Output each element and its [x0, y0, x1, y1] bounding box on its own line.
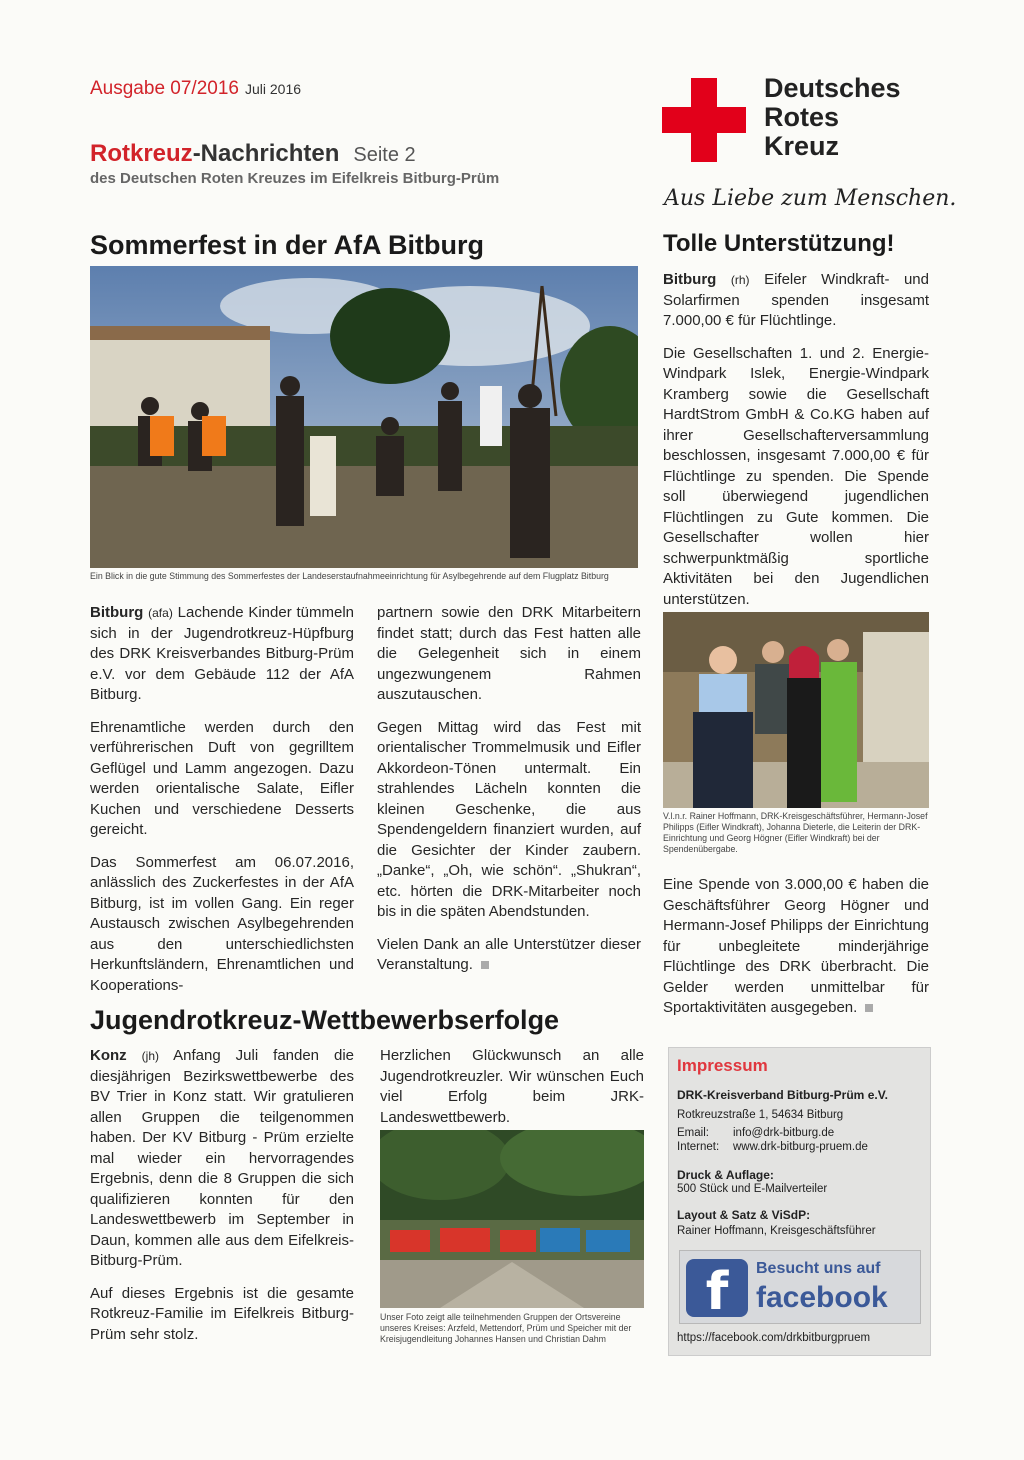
end-square-icon	[481, 961, 489, 969]
sommerfest-paragraph-4: partnern sowie den DRK Mitarbeitern findet statt; durch das Fest hatten alle die Gelegenheit sich in einem ungezwungenem Rahmen auszutauschen.	[377, 604, 641, 703]
tolle-author: (rh)	[730, 273, 750, 287]
tolle-dateline: Bitburg	[663, 271, 717, 288]
facebook-line-1: Besucht uns auf	[756, 1260, 881, 1277]
headline-tolle: Tolle Unterstützung!	[663, 230, 895, 257]
tolle-paragraph-3	[663, 875, 929, 1019]
sommerfest-column-1	[90, 603, 354, 1008]
tolle-p1-text: Eifeler Windkraft- und Solarfirmen spenden insgesamt 7.000,00 € für Flüchtlinge.	[663, 271, 929, 329]
impressum-org	[677, 1088, 888, 1103]
tolle-paragraph-1	[663, 270, 929, 332]
impressum-box	[668, 1047, 931, 1356]
sommerfest-paragraph-6	[377, 935, 641, 976]
sommerfest-p1-text: Lachende Kinder tümmeln sich in der Jugendrotkreuz-Hüpfburg des DRK Kreisverbandes Bitburg-Prüm e.V. vor dem Gebäude 112 der AfA Bitburg.	[90, 604, 355, 703]
jugend-dateline: Konz	[90, 1047, 127, 1064]
facebook-icon: f	[686, 1259, 748, 1317]
email-label: Email:	[677, 1127, 709, 1139]
layout-label-text: Layout & Satz & ViSdP:	[677, 1208, 811, 1222]
impressum-internet-row	[677, 1140, 868, 1154]
page-number: Seite 2	[353, 144, 416, 166]
sommerfest-column-2	[377, 603, 641, 988]
masthead-red: Rotkreuz	[90, 140, 193, 167]
impressum-title: Impressum	[677, 1056, 768, 1075]
logo-line-1: Deutsches	[764, 73, 901, 103]
sommerfest-caption: Ein Blick in die gute Stimmung des Sommerfestes der Landeserstaufnahmeeinrichtung für Asylbegehrende auf dem Flugplatz Bitburg	[90, 571, 609, 581]
jugend-paragraph-3: Herzlichen Glückwunsch an alle Jugendrotkreuzler. Wir wünschen Euch viel Erfolg beim JRK-Landeswettbewerb.	[380, 1047, 644, 1126]
facebook-banner[interactable]	[679, 1250, 921, 1324]
logo-line-2: Rotes	[764, 102, 840, 132]
druck-value: 500 Stück und E-Mailverteiler	[677, 1183, 828, 1195]
issue-date: Juli 2016	[244, 81, 302, 97]
masthead	[90, 140, 416, 168]
website-link[interactable]: www.drk-bitburg-pruem.de	[733, 1141, 868, 1153]
druck-label	[677, 1168, 774, 1183]
facebook-url[interactable]: https://facebook.com/drkbitburgpruem	[677, 1332, 871, 1344]
logo-slogan: Aus Liebe zum Menschen.	[664, 186, 957, 211]
impressum-email-row	[677, 1126, 834, 1140]
issue-number: Ausgabe 07/2016	[90, 78, 239, 99]
sommerfest-paragraph-5: Gegen Mittag wird das Fest mit orientalischer Trommelmusik und Eifler Akkordeon-Tönen untermalt. Ein strahlendes Lächeln konnten die kleinen Geschenke, die aus Spendengeldern finanziert wurden, auf die Gesichter der Kinder zaubern. „Danke“, „Oh, wie schön“. „Shukran“, etc. hörten die DRK-Mitarbeiter noch bis in die späten Abendstunden.	[377, 718, 641, 920]
jugend-p1-text: Anfang Juli fanden die diesjährigen Bezirkswettbewerbe des BV Trier in Konz statt. Wir gratulieren allen Gruppen die teilgenommen haben. Der KV Bitburg - Prüm erzielte mal wieder ein hervorragendes Ergebnis, denn die 8 Gruppen die sich qualifizieren konnten für den Landeswettbewerb im September in Daun, kommen alle aus dem Eifelkreis-Bitburg-Prüm.	[90, 1047, 355, 1269]
masthead-dark: -Nachrichten	[192, 140, 340, 167]
donation-photo	[663, 612, 929, 808]
jugend-paragraph-2: Auf dieses Ergebnis ist die gesamte Rotkreuz-Familie im Eifelkreis Bitburg-Prüm sehr stolz.	[90, 1284, 354, 1343]
druck-label-text: Druck & Auflage:	[677, 1168, 774, 1182]
internet-label: Internet:	[677, 1141, 720, 1153]
impressum-address: Rotkreuzstraße 1, 54634 Bitburg	[677, 1109, 844, 1121]
red-cross-icon	[662, 78, 746, 162]
end-square-icon	[865, 1004, 873, 1012]
tolle-paragraph-2: Die Gesellschaften 1. und 2. Energie-Windpark Islek, Energie-Windpark Kramberg sowie die Gesellschaft HardtStrom GmbH & Co.KG haben auf ihrer Gesellschafterversammlung beschlossen, insgesamt 7.000,00 € für Flüchtlinge zu spenden. Die Spende soll überwiegend jugendlichen Flüchtlingen zu Gute kommen. Die Gesellschafter wollen hier schwerpunktmäßig sportliche Aktivitäten bei den Jugendlichen unterstützen.	[663, 344, 929, 608]
tolle-column-bottom	[663, 875, 929, 1031]
issue-label	[90, 78, 301, 100]
drk-logo-text	[764, 74, 901, 161]
sommerfest-paragraph-1	[90, 603, 354, 706]
email-link[interactable]: info@drk-bitburg.de	[733, 1127, 835, 1139]
sommerfest-dateline: Bitburg	[90, 604, 144, 621]
layout-value: Rainer Hoffmann, Kreisgeschäftsführer	[677, 1225, 876, 1237]
masthead-subtitle: des Deutschen Roten Kreuzes im Eifelkreis Bitburg-Prüm	[90, 170, 500, 187]
layout-label	[677, 1208, 810, 1223]
jugend-paragraph-1	[90, 1046, 354, 1272]
headline-sommerfest: Sommerfest in der AfA Bitburg	[90, 230, 485, 260]
jugend-column-2	[380, 1046, 644, 1140]
jrk-group-photo	[380, 1130, 644, 1308]
sommerfest-paragraph-3: Das Sommerfest am 06.07.2016, anlässlich des Zuckerfestes in der AfA Bitburg, ist im vollen Gang. Ein reger Austausch zwischen Asylbegehrenden aus den unterschiedlichsten Herkunftsländern, Ehrenamtlichen und Kooperations-	[90, 853, 354, 994]
jugend-author: (jh)	[141, 1049, 159, 1063]
sommerfest-p6-text: Vielen Dank an alle Unterstützer dieser Veranstaltung.	[377, 935, 641, 973]
headline-jugend: Jugendrotkreuz-Wettbewerbserfolge	[90, 1005, 560, 1035]
tolle-p3-text: Eine Spende von 3.000,00 € haben die Geschäftsführer Georg Högner und Hermann-Josef Philipps der Einrichtung für unbegleitete minderjährige Flüchtlinge des DRK überbracht. Die Gelder werden unmittelbar für Sportaktivitäten ausgegeben.	[663, 876, 929, 1016]
sommerfest-photo	[90, 266, 638, 568]
sommerfest-author: (afa)	[148, 606, 173, 620]
jrk-caption: Unser Foto zeigt alle teilnehmenden Gruppen der Ortsvereine unseres Kreises: Arzfeld, Mettendorf, Prüm und Speicher mit der Kreisjugendleitung Johannes Hansen und Christian Dahm	[380, 1312, 632, 1344]
sommerfest-paragraph-2: Ehrenamtliche werden durch den verführerischen Duft von gegrilltem Geflügel und Lamm angezogen. Dazu werden orientalische Salate, Eifler Kuchen und verschiedene Desserts gereicht.	[90, 718, 354, 838]
logo-line-3: Kreuz	[764, 131, 840, 161]
tolle-column-top	[663, 270, 929, 622]
impressum-org-name: DRK-Kreisverband Bitburg-Prüm e.V.	[677, 1088, 888, 1102]
donation-caption: V.l.n.r. Rainer Hoffmann, DRK-Kreisgeschäftsführer, Hermann-Josef Philipps (Eifler Windkraft), Johanna Dieterle, die Leiterin der DRK-Einrichtung und Georg Högner (Eifler Windkraft) bei der Spendenübergabe.	[663, 811, 928, 854]
facebook-line-2: facebook	[756, 1281, 888, 1314]
jugend-column-1	[90, 1046, 354, 1357]
